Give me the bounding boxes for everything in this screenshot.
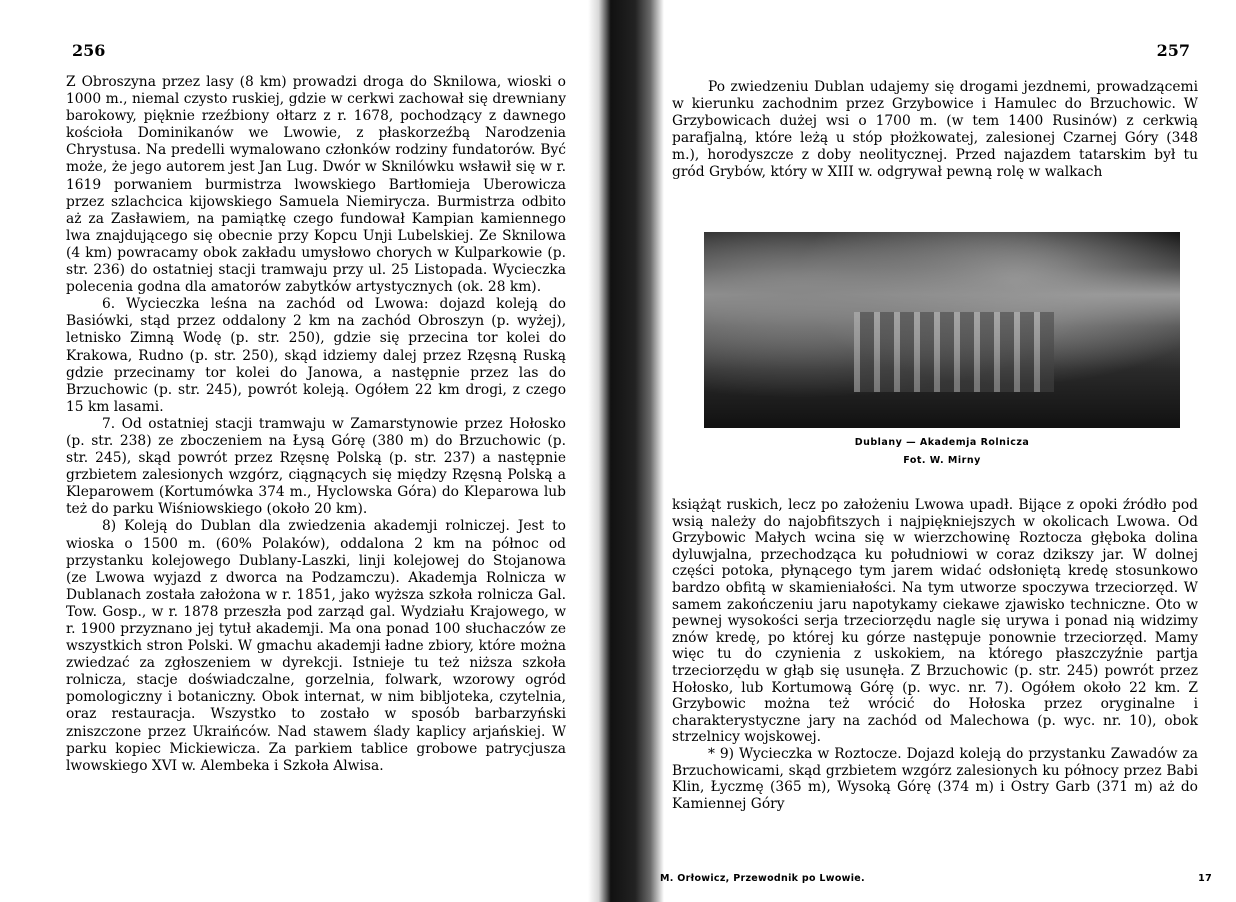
paragraph: Z Obroszyna przez lasy (8 km) prowadzi droga do Sknilowa, wioski o 1000 m., niemal czysto ruskiej, gdzie w cerkwi zachował się drewniany barokowy, pięknie rzeźbiony ołtarz z r. 1678, pochodzący z dawnego kościoła Dominikanów we Lwowie, z płaskorzeźbą Narodzenia Chrystusa. Na predelli wymalowano członków rodziny fundatorów. Być może, że jego autorem jest Jan Lug. Dwór w Sknilówku wsławił się w r. 1619 porwaniem burmistrza lwowskiego Bartłomieja Uberowicza przez szlachcica kijowskiego Samuela Niemirycza. Burmistrza odbito aż za Zasławiem, na pamiątkę czego fundował Kampian kamiennego lwa znajdującego się obecnie przy Kopcu Unji Lubelskiej. Ze Sknilowa (4 km) powracamy obok zakładu umysłowo chorych w Kulparkowie (p. str. 236) do ostatniej stacji tramwaju przy ul. 25 Listopada. Wycieczka polecenia godna dla amatorów zabytków artystycznych (ok. 28 km). bbox=[66, 74, 566, 296]
paragraph: 6. Wycieczka leśna na zachód od Lwowa: dojazd koleją do Basiówki, stąd przez oddalony 2 km na zachód Obroszyn (p. wyżej), letnisko Zimną Wodę (p. str. 250), gdzie się przecina tor kolei do Krakowa, Rudno (p. str. 250), skąd idziemy dalej przez Rzęsną Ruską gdzie przecinamy tor kolei do Janowa, a następnie przez las do Brzuchowic (p. str. 245), powrót koleją. Ogółem 22 km drogi, z czego 15 km lasami. bbox=[66, 296, 566, 415]
paragraph: 8) Koleją do Dublan dla zwiedzenia akademji rolniczej. Jest to wioska o 1500 m. (60% Polaków), oddalona 2 km na północ od przystanku kolejowego Dublany-Laszki, linji kolejowej do Stojanowa (ze Lwowa wyjazd z dworca na Podzamczu). Akademja Rolnicza w Dublanach została założona w r. 1851, jako wyższa szkoła rolnicza Gal. Tow. Gosp., w r. 1878 przeszła pod zarząd gal. Wydziału Krajowego, w r. 1900 przyznano jej tytuł akademji. Ma ona ponad 100 słuchaczów ze wszystkich stron Polski. W gmachu akademji ładne zbiory, które można zwiedzać za zgłoszeniem w dyrekcji. Istnieje tu też niższa szkoła rolnicza, stacje doświadczalne, gorzelnia, folwark, wzorowy ogród pomologiczny i botaniczny. Obok internat, w nim bibljoteka, czytelnia, oraz restauracja. Wszystko to zostało w sposób barbarzyński zniszczone przez Ukraińców. Nad stawem ślady kaplicy arjańskiej. W parku kopiec Mickiewicza. Za parkiem tablice grobowe patrycjusza lwowskiego XVI w. Alembeka i Szkoła Alwisa. bbox=[66, 518, 566, 774]
right-page-text-bottom bbox=[672, 497, 1198, 812]
paragraph: Po zwiedzeniu Dublan udajemy się drogami jezdnemi, prowadzącemi w kierunku zachodnim przez Grzybowice i Hamulec do Brzuchowic. W Grzybowicach dużej wsi o 1700 m. (w tem 1400 Rusinów) z cerkwią parafjalną, które leżą u stóp płożkowatej, zalesionej Czarnej Góry (348 m.), horodyszcze z doby neolitycznej. Przed najazdem tatarskim był tu gród Grybów, który w XIII w. odgrywał pewną rolę w walkach bbox=[672, 79, 1198, 181]
figure-caption: Dublany — Akademja Rolnicza bbox=[854, 437, 1030, 448]
paragraph: książąt ruskich, lecz po założeniu Lwowa upadł. Bijące z opoki źródło pod wsią należy do najobfitszych i najpiękniejszych w okolicach Lwowa. Od Grzybowic Małych wcina się w wierzchowinę Roztocza głęboka dolina dyluwjalna, przechodząca ku południowi w coraz dzikszy jar. W dolnej części potoka, płynącego tym jarem widać odsłoniętą kredę stosunkowo bardzo obfitą w skamieniałości. Na tym utworze spoczywa trzeciorzęd. W samem zakończeniu jaru napotykamy ciekawe zjawisko techniczne. Oto w pewnej wysokości serja trzeciorzędu nagle się urywa i ponad nią widzimy znów kredę, po której ku górze następuje ponownie trzeciorzęd. Mamy więc tu do czynienia z uskokiem, na którego płaszczyźnie partja trzeciorzędu w głąb się usunęła. Z Brzuchowic (p. str. 245) powrót przez Hołosko, lub Kortumową Górę (p. wyc. nr. 7). Ogółem około 22 km. Z Grzybowic można też wrócić do Hołoska przez oryginalne i charakterystyczne jary na zachód od Malechowa (p. wyc. nr. 10), obok strzelnicy wojskowej. bbox=[672, 497, 1198, 746]
left-page bbox=[0, 0, 600, 902]
page-number: 256 bbox=[72, 41, 106, 60]
paragraph: * 9) Wycieczka w Roztocze. Dojazd koleją do przystanku Zawadów za Brzuchowicami, skąd grzbietem wzgórz zalesionych ku północy przez Babi Klin, Łyczmę (365 m), Wysoką Górę (374 m) i Ostry Garb (371 m) aż do Kamiennej Góry bbox=[672, 745, 1198, 812]
sheet-number: 17 bbox=[1198, 873, 1212, 884]
figure-credit: Fot. W. Mirny bbox=[903, 455, 981, 466]
dublany-photo bbox=[704, 232, 1180, 428]
footer-title: M. Orłowicz, Przewodnik po Lwowie. bbox=[660, 873, 865, 884]
page-number: 257 bbox=[1156, 41, 1190, 60]
paragraph: 7. Od ostatniej stacji tramwaju w Zamarstynowie przez Hołosko (p. str. 238) ze zboczeniem na Łysą Górę (380 m) do Brzuchowic (p. str. 245), skąd powrót przez Rzęsnę Polską (p. str. 237) a następnie grzbietem zalesionych wzgórz, ciągnących się między Rzęsną Polską a Kleparowem (Kortumówka 374 m., Hyclowska Góra) do Kleparowa lub też do parku Wiśniowskiego (około 20 km). bbox=[66, 415, 566, 518]
right-page bbox=[650, 0, 1236, 902]
right-page-text-top bbox=[672, 79, 1198, 182]
left-page-text bbox=[66, 74, 566, 775]
